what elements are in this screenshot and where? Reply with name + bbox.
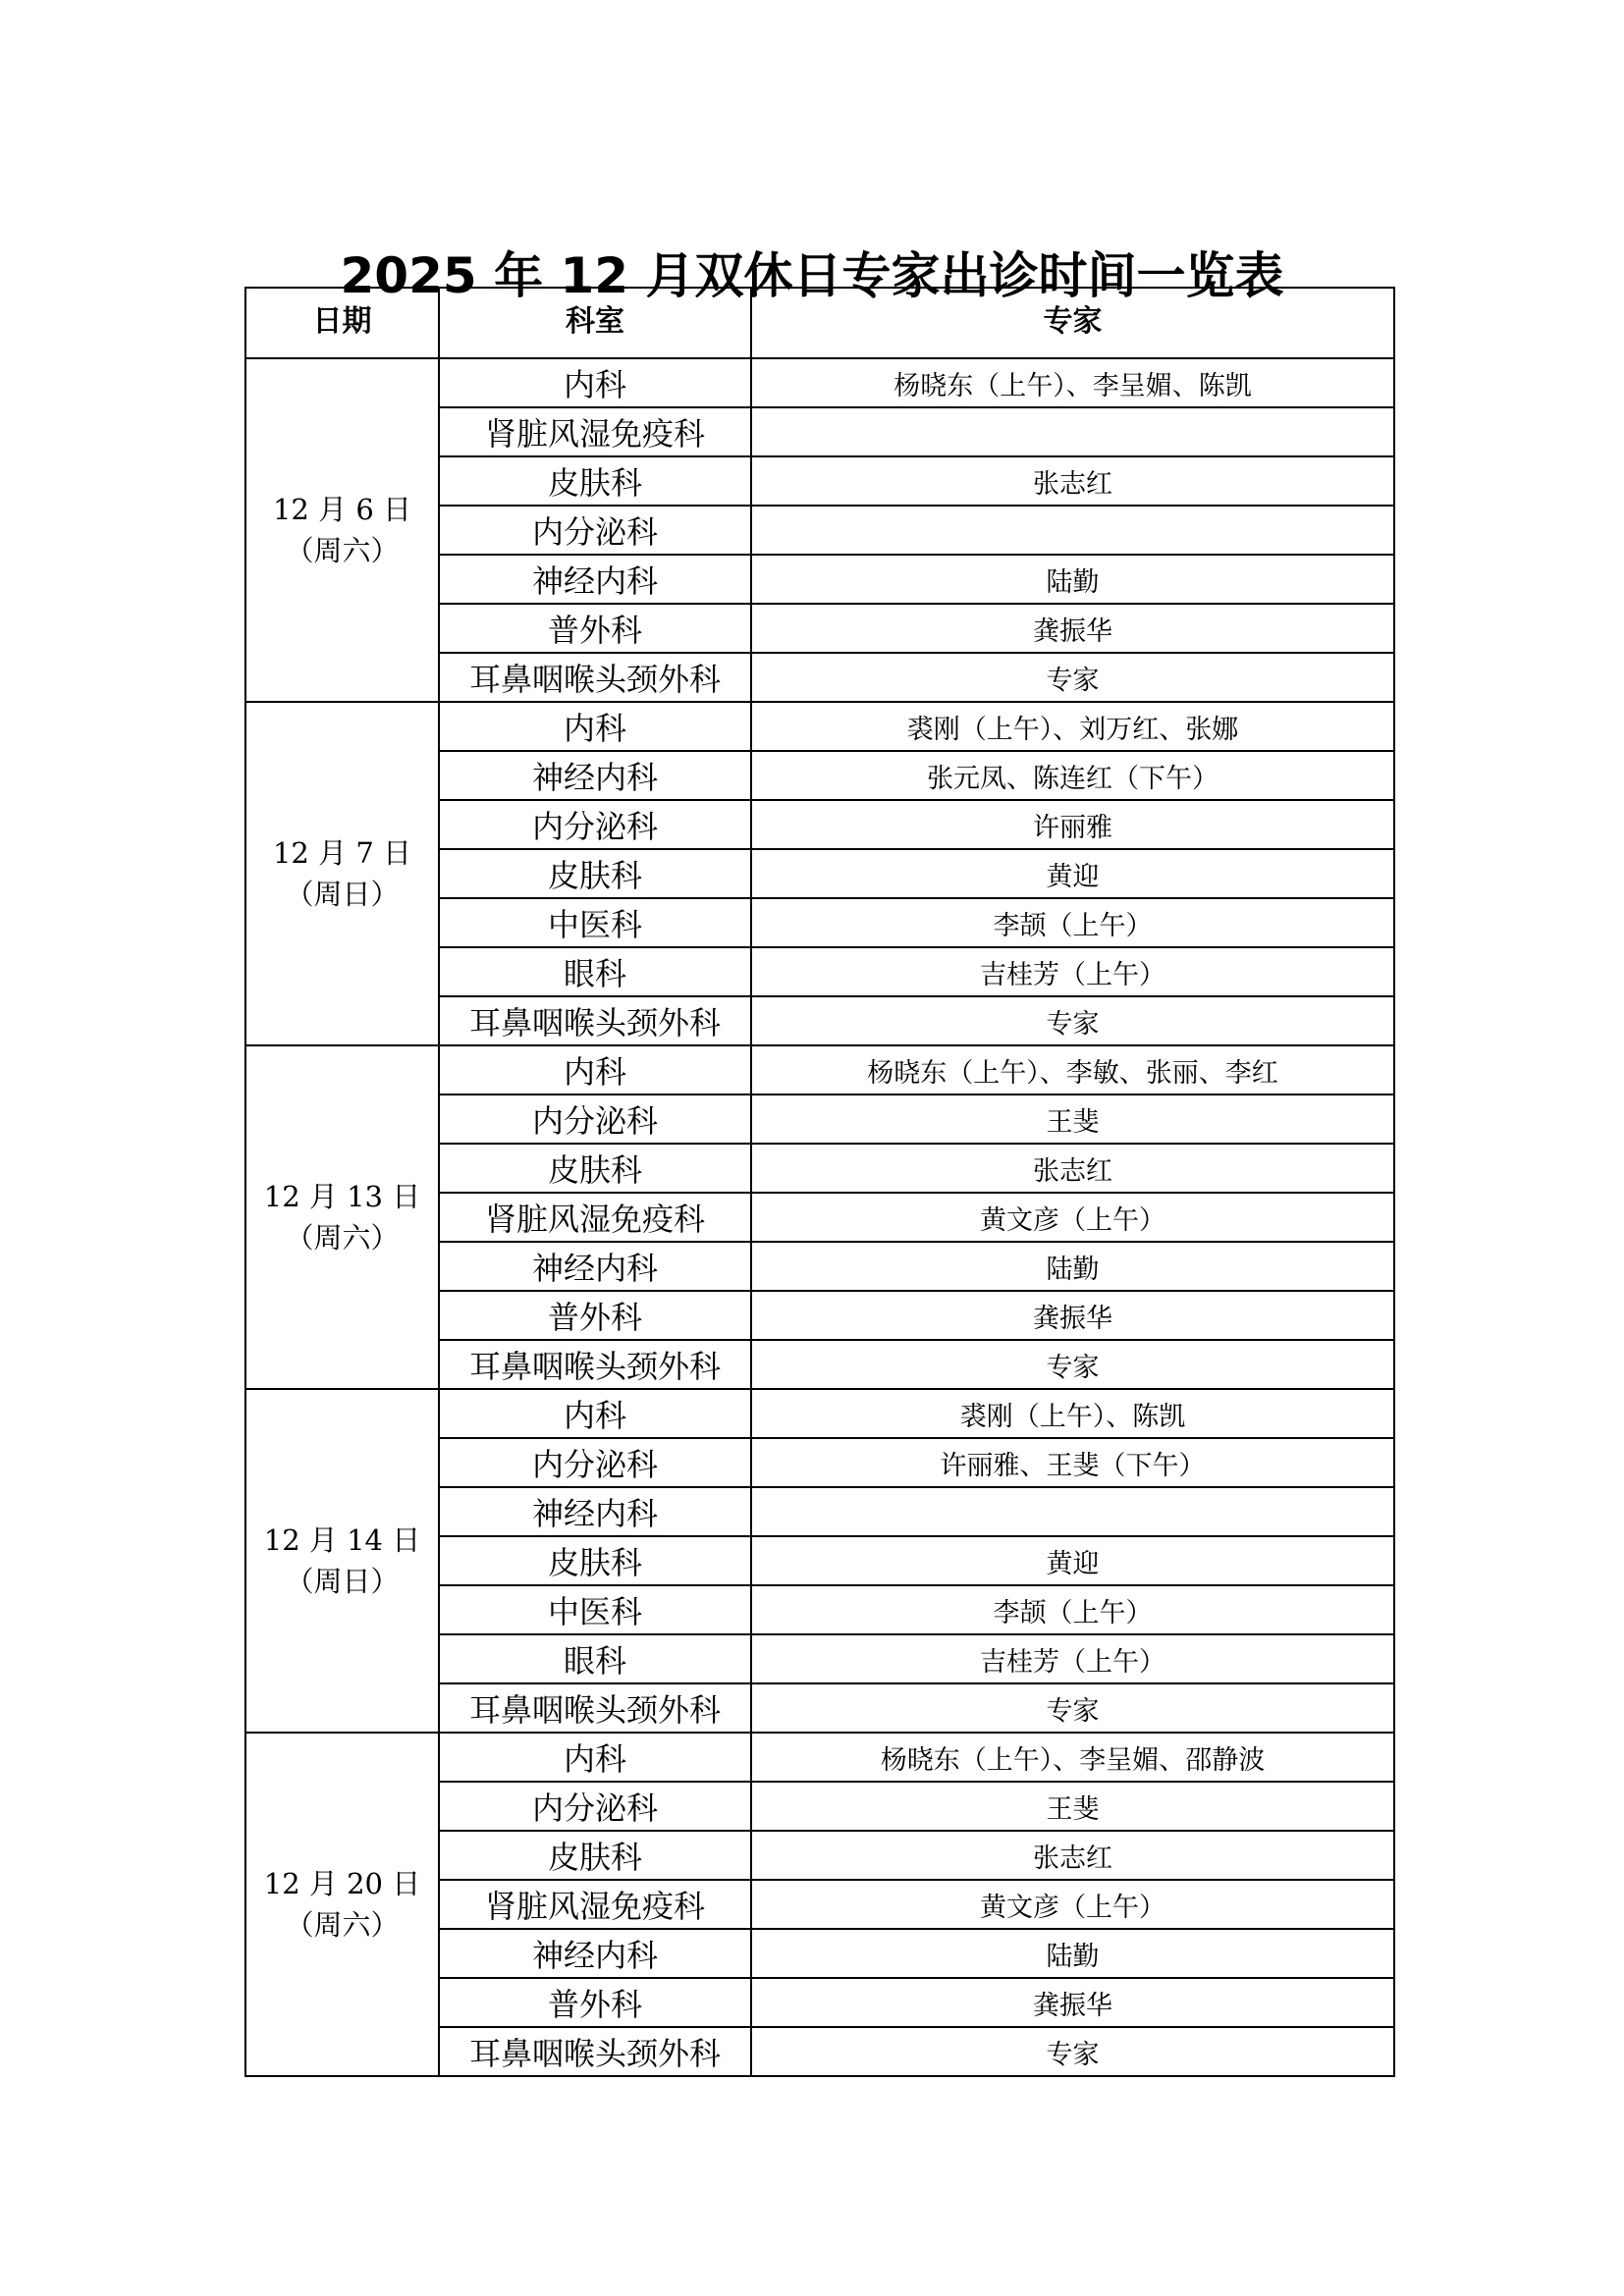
department-cell: 内分泌科 xyxy=(439,800,751,849)
department-cell: 普外科 xyxy=(439,1291,751,1340)
table-row xyxy=(245,702,1394,751)
table-row xyxy=(245,358,1394,407)
expert-cell: 黄迎 xyxy=(751,1536,1394,1585)
expert-cell xyxy=(751,1487,1394,1536)
expert-cell: 专家 xyxy=(751,1340,1394,1389)
expert-cell: 裘刚（上午）、陈凯 xyxy=(751,1389,1394,1438)
expert-cell: 张元凤、陈连红（下午） xyxy=(751,751,1394,800)
department-cell: 肾脏风湿免疫科 xyxy=(439,1193,751,1242)
department-cell: 内科 xyxy=(439,1389,751,1438)
department-cell: 内科 xyxy=(439,358,751,407)
expert-cell: 王斐 xyxy=(751,1782,1394,1831)
expert-cell: 李颉（上午） xyxy=(751,1585,1394,1634)
date-label: 12 月 14 日 xyxy=(263,1523,421,1557)
expert-cell: 吉桂芳（上午） xyxy=(751,1634,1394,1683)
department-cell: 肾脏风湿免疫科 xyxy=(439,1880,751,1929)
department-cell: 神经内科 xyxy=(439,1487,751,1536)
header-department: 科室 xyxy=(439,288,751,358)
department-cell: 眼科 xyxy=(439,1634,751,1683)
expert-cell: 龚振华 xyxy=(751,1291,1394,1340)
expert-cell: 李颉（上午） xyxy=(751,898,1394,947)
department-cell: 内分泌科 xyxy=(439,1095,751,1144)
department-cell: 皮肤科 xyxy=(439,1536,751,1585)
table-header-row xyxy=(245,288,1394,358)
department-cell: 神经内科 xyxy=(439,1242,751,1291)
expert-cell: 龚振华 xyxy=(751,604,1394,653)
table-row xyxy=(245,1045,1394,1095)
department-cell: 皮肤科 xyxy=(439,1144,751,1193)
date-cell xyxy=(245,702,439,1045)
expert-cell xyxy=(751,506,1394,555)
header-expert: 专家 xyxy=(751,288,1394,358)
expert-cell: 王斐 xyxy=(751,1095,1394,1144)
expert-cell: 许丽雅、王斐（下午） xyxy=(751,1438,1394,1487)
weekday-label: （周六） xyxy=(285,534,400,567)
expert-cell: 陆勤 xyxy=(751,1929,1394,1978)
department-cell: 肾脏风湿免疫科 xyxy=(439,407,751,456)
weekday-label: （周六） xyxy=(285,1908,400,1942)
expert-cell: 专家 xyxy=(751,1683,1394,1733)
department-cell: 内分泌科 xyxy=(439,506,751,555)
page-title: 2025 年 12 月双休日专家出诊时间一览表 xyxy=(340,246,1284,304)
department-cell: 神经内科 xyxy=(439,751,751,800)
expert-cell: 杨晓东（上午）、李呈媚、邵静波 xyxy=(751,1733,1394,1782)
expert-cell: 吉桂芳（上午） xyxy=(751,947,1394,996)
expert-cell: 杨晓东（上午）、李呈媚、陈凯 xyxy=(751,358,1394,407)
schedule-table xyxy=(244,287,1395,2077)
date-label: 12 月 13 日 xyxy=(263,1180,421,1213)
weekday-label: （周日） xyxy=(285,1565,400,1598)
date-cell xyxy=(245,1389,439,1733)
expert-cell: 裘刚（上午）、刘万红、张娜 xyxy=(751,702,1394,751)
department-cell: 内分泌科 xyxy=(439,1438,751,1487)
department-cell: 皮肤科 xyxy=(439,849,751,898)
expert-cell: 陆勤 xyxy=(751,1242,1394,1291)
expert-cell: 专家 xyxy=(751,996,1394,1045)
expert-cell: 许丽雅 xyxy=(751,800,1394,849)
department-cell: 耳鼻咽喉头颈外科 xyxy=(439,2027,751,2076)
department-cell: 内科 xyxy=(439,702,751,751)
expert-cell: 专家 xyxy=(751,2027,1394,2076)
department-cell: 耳鼻咽喉头颈外科 xyxy=(439,653,751,702)
expert-cell: 黄文彦（上午） xyxy=(751,1880,1394,1929)
date-label: 12 月 6 日 xyxy=(272,493,411,526)
department-cell: 内科 xyxy=(439,1045,751,1095)
expert-cell: 张志红 xyxy=(751,1144,1394,1193)
expert-cell xyxy=(751,407,1394,456)
expert-cell: 张志红 xyxy=(751,1831,1394,1880)
schedule-body xyxy=(245,358,1394,2076)
table-row xyxy=(245,1733,1394,1782)
expert-cell: 杨晓东（上午）、李敏、张丽、李红 xyxy=(751,1045,1394,1095)
department-cell: 中医科 xyxy=(439,898,751,947)
header-date: 日期 xyxy=(245,288,439,358)
expert-cell: 黄迎 xyxy=(751,849,1394,898)
date-cell xyxy=(245,1733,439,2076)
expert-cell: 张志红 xyxy=(751,456,1394,506)
expert-cell: 专家 xyxy=(751,653,1394,702)
date-label: 12 月 20 日 xyxy=(263,1867,421,1900)
department-cell: 内科 xyxy=(439,1733,751,1782)
date-cell xyxy=(245,358,439,702)
department-cell: 皮肤科 xyxy=(439,456,751,506)
date-label: 12 月 7 日 xyxy=(272,836,411,870)
department-cell: 耳鼻咽喉头颈外科 xyxy=(439,996,751,1045)
department-cell: 耳鼻咽喉头颈外科 xyxy=(439,1683,751,1733)
date-cell xyxy=(245,1045,439,1389)
department-cell: 神经内科 xyxy=(439,555,751,604)
weekday-label: （周日） xyxy=(285,878,400,911)
department-cell: 神经内科 xyxy=(439,1929,751,1978)
department-cell: 中医科 xyxy=(439,1585,751,1634)
expert-cell: 龚振华 xyxy=(751,1978,1394,2027)
expert-cell: 黄文彦（上午） xyxy=(751,1193,1394,1242)
department-cell: 皮肤科 xyxy=(439,1831,751,1880)
table-row xyxy=(245,1389,1394,1438)
department-cell: 内分泌科 xyxy=(439,1782,751,1831)
expert-cell: 陆勤 xyxy=(751,555,1394,604)
department-cell: 普外科 xyxy=(439,604,751,653)
department-cell: 耳鼻咽喉头颈外科 xyxy=(439,1340,751,1389)
weekday-label: （周六） xyxy=(285,1221,400,1255)
department-cell: 眼科 xyxy=(439,947,751,996)
department-cell: 普外科 xyxy=(439,1978,751,2027)
